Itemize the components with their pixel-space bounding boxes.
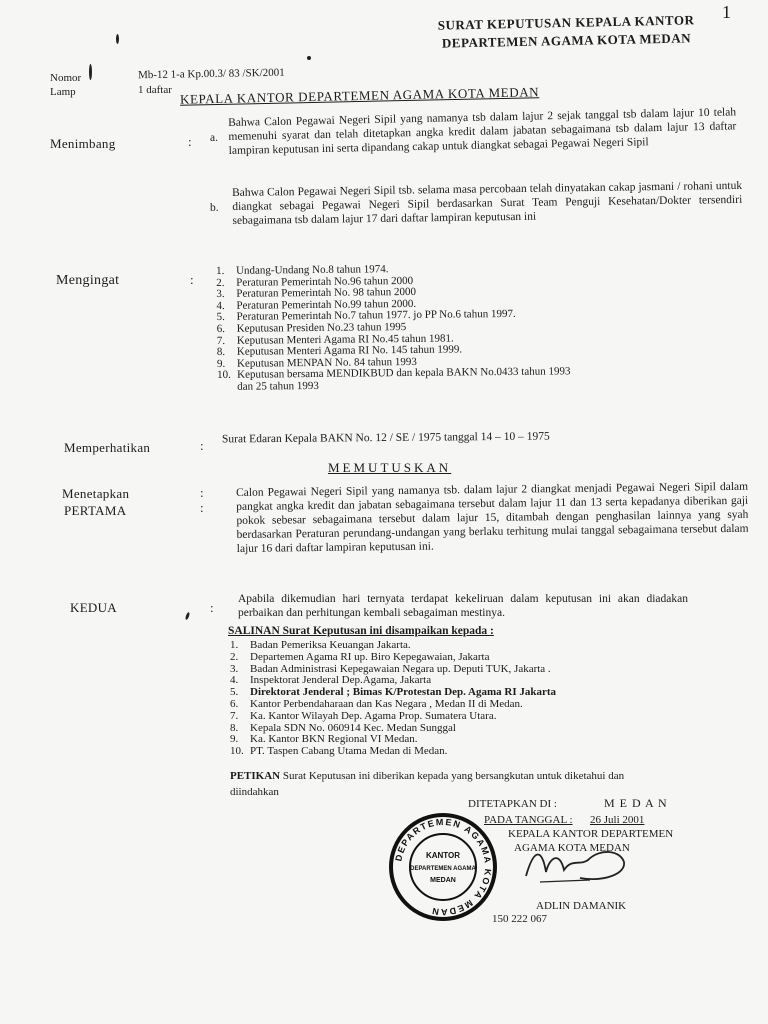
petikan-rest: Surat Keputusan ini diberikan kepada yang bersangkutan untuk diketahui dan: [280, 770, 625, 782]
list-item: 2. Peraturan Pemerintah No.96 tahun 2000: [216, 274, 414, 289]
title-line-2: DEPARTEMEN AGAMA KOTA MEDAN: [441, 30, 692, 51]
lamp-label: Lamp: [50, 86, 76, 98]
ditetapkan-label: DITETAPKAN DI :: [468, 798, 557, 810]
memperhatikan-text: Surat Edaran Kepala BAKN No. 12 / SE / 1975 tanggal 14 – 10 – 1975: [221, 430, 550, 446]
menimbang-a-text: Bahwa Calon Pegawai Negeri Sipil yang namanya tsb dalam lajur 2 sejak tanggal tsb dalam lajur 10 telah memenuhi syarat dan telah ditetapkan angka kredit dalam jabatan sebagaimana tsb dalam lajur 13 daftar lampiran keputusan ini serta dipandang cakap untuk diangkat sebagai Pegawai Negeri Sipil: [228, 106, 737, 157]
list-item: 5. Direktorat Jenderal ; Bimas K/Protestan Dep. Agama RI Jakarta: [230, 686, 557, 699]
petikan-line-2: diindahkan: [230, 786, 279, 798]
document-heading: KEPALA KANTOR DEPARTEMEN AGAMA KOTA MEDAN: [179, 84, 540, 107]
pertama-label: PERTAMA: [64, 503, 127, 518]
pertama-text: Calon Pegawai Negeri Sipil yang namanya tsb. dalam lajur 2 diangkat menjadi Pegawai Negeri Sipil dalam pangkat angka kredit dan jabatan sebagaimana tersebut dalam lajur 11 dan 13 serta kepadanya diberikan gaji pokok sebesar sebagaimana tersebut dalam lajur 15, ditambah dengan penghasilan lainnya yang syah berdasarkan Peraturan perundang-undangan yang berlaku terhitung mulai tanggal sebagaimana tersebut dalam lajur 16 dari daftar lampiran keputusan ini.: [236, 480, 749, 555]
list-item: dan 25 tahun 1993: [237, 379, 319, 393]
list-item: 7. Ka. Kantor Wilayah Dep. Agama Prop. Sumatera Utara.: [230, 709, 497, 722]
official-name: ADLIN DAMANIK: [536, 900, 627, 912]
list-item: 1. Undang-Undang No.8 tahun 1974.: [215, 263, 389, 277]
signoff-line-1: KEPALA KANTOR DEPARTEMEN: [508, 828, 674, 840]
nomor-label: Nomor: [50, 72, 82, 84]
menimbang-label: Menimbang: [50, 136, 116, 151]
scan-speck: [89, 64, 92, 80]
list-item: 3. Peraturan Pemerintah No. 98 tahun 2000: [216, 286, 416, 301]
ditetapkan-value: M E D A N: [604, 796, 668, 810]
list-item: 9. Ka. Kantor BKN Regional VI Medan.: [230, 733, 418, 746]
list-item: 6. Kantor Perbendaharaan dan Kas Negara , Medan II di Medan.: [230, 697, 523, 710]
salinan-list: [230, 640, 556, 758]
list-item: 7. Keputusan Menteri Agama RI No.45 tahun 1981.: [216, 332, 454, 347]
menimbang-colon: :: [188, 134, 192, 149]
petikan-line: [230, 770, 624, 782]
official-nip: 150 222 067: [492, 913, 547, 925]
menimbang-a-marker: a.: [210, 132, 218, 144]
list-item: 3. Badan Administrasi Kepegawaian Negara up. Deputi TUK, Jakarta .: [230, 662, 551, 675]
menimbang-b-marker: b.: [210, 202, 219, 214]
kedua-text: Apabila dikemudian hari ternyata terdapat kekeliruan dalam keputusan ini akan diadakan perbaikan dan perhitungan kembali sebagaiman mestinya.: [238, 593, 688, 619]
menetapkan-colon: :: [200, 485, 204, 500]
lamp-value: 1 daftar: [138, 84, 172, 96]
pertama-colon: :: [200, 500, 204, 515]
signoff-line-2: AGAMA KOTA MEDAN: [514, 842, 630, 854]
kedua-label: KEDUA: [70, 600, 117, 615]
kedua-colon: :: [210, 600, 214, 615]
scan-speck: [307, 56, 311, 60]
list-item: 4. Peraturan Pemerintah No.99 tahun 2000.: [216, 297, 417, 312]
list-item: 2. Departemen Agama RI up. Biro Kepegawaian, Jakarta: [230, 650, 490, 663]
memperhatikan-colon: :: [200, 438, 204, 453]
tanggal-label: PADA TANGGAL :: [484, 814, 573, 826]
mengingat-list: [216, 262, 571, 393]
list-item: 8. Keputusan Menteri Agama RI No. 145 tahun 1999.: [216, 343, 463, 359]
mengingat-label: Mengingat: [56, 273, 120, 288]
document-title: [438, 11, 695, 52]
signature-image: [520, 838, 630, 888]
scan-speck: [116, 34, 119, 44]
page-number: 1: [722, 2, 731, 22]
menimbang-b-text: Bahwa Calon Pegawai Negeri Sipil tsb. selama masa percobaan telah dinyatakan cakap jasmani / rohani untuk diangkat sebagai Pegawai Negeri Sipil berdasarkan Surat Team Penguji Kesehatan/Dokter tersendiri sebagaimana tsb dalam lajur 17 dari daftar lampiran keputusan ini: [232, 179, 743, 227]
list-item: 10. Keputusan bersama MENDIKBUD dan kepala BAKN No.0433 tahun 1993: [217, 365, 571, 382]
official-stamp-seal: [388, 812, 498, 922]
list-item: 10. PT. Taspen Cabang Utama Medan di Medan.: [230, 745, 448, 758]
list-item: 9. Keputusan MENPAN No. 84 tahun 1993: [216, 355, 417, 370]
memutuskan-heading: MEMUTUSKAN: [328, 460, 452, 475]
tanggal-value: 26 Juli 2001: [590, 814, 645, 826]
salinan-heading: SALINAN Surat Keputusan ini disampaikan kepada :: [228, 625, 494, 637]
title-line-1: SURAT KEPUTUSAN KEPALA KANTOR: [437, 12, 695, 33]
menetapkan-label: Menetapkan: [62, 486, 130, 501]
list-item: 1. Badan Pemeriksa Keuangan Jakarta.: [230, 639, 411, 651]
stamp-inner-line-3: MEDAN: [430, 877, 456, 884]
stamp-inner-line-1: KANTOR: [425, 851, 461, 860]
list-item: 4. Inspektorat Jenderal Dep.Agama, Jakarta: [230, 674, 432, 687]
mengingat-colon: :: [190, 272, 194, 287]
memperhatikan-label: Memperhatikan: [64, 440, 151, 455]
stamp-inner-line-2: DEPARTEMEN AGAMA: [410, 866, 476, 872]
nomor-value: Mb-12 1-a Kp.00.3/ 83 /SK/2001: [137, 66, 285, 82]
stamp-outer-text: DEPARTEMEN AGAMA KOTA MEDAN: [393, 816, 494, 918]
list-item: 5. Peraturan Pemerintah No.7 tahun 1977. jo PP No.6 tahun 1997.: [216, 308, 516, 324]
scan-speck: [185, 612, 191, 621]
petikan-bold: PETIKAN: [230, 770, 281, 782]
list-item: 8. Kepala SDN No. 060914 Kec. Medan Sunggal: [230, 721, 456, 734]
list-item: 6. Keputusan Presiden No.23 tahun 1995: [216, 320, 407, 335]
